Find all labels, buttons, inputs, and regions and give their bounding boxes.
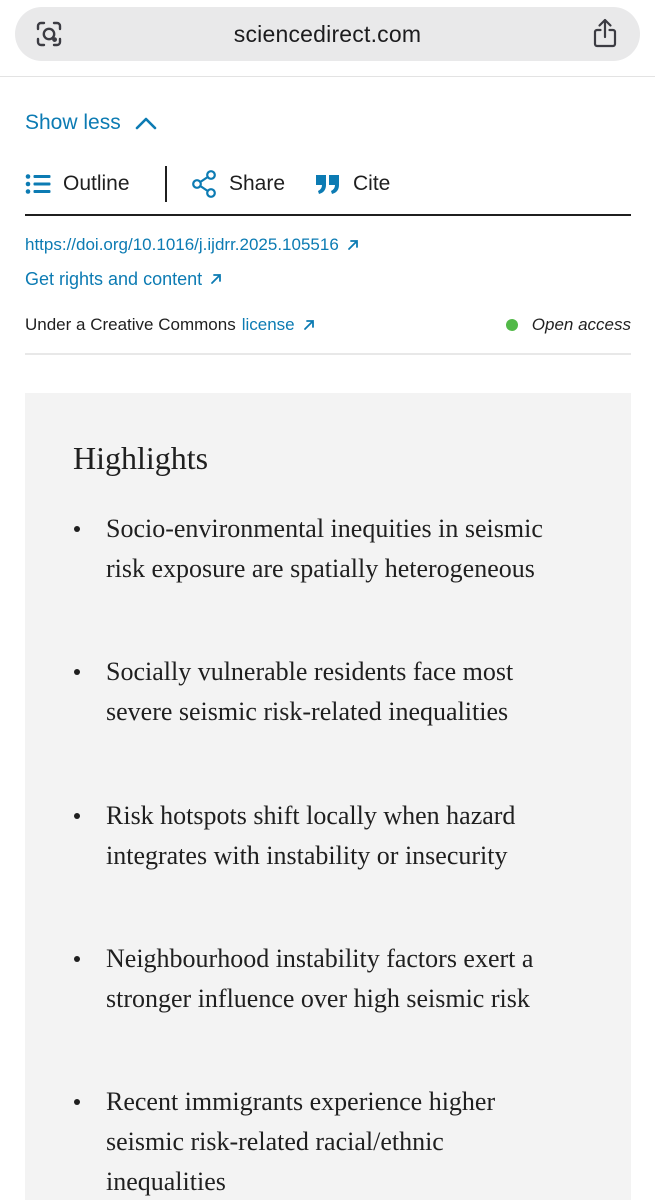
doi-link-text: https://doi.org/10.1016/j.ijdrr.2025.105516 [25, 235, 339, 254]
license-statement [25, 312, 315, 338]
license-row [25, 312, 631, 338]
highlight-item [73, 796, 543, 876]
list-icon [25, 173, 51, 195]
share-icon [191, 170, 217, 198]
open-access-dot-icon [506, 319, 518, 331]
outline-label: Outline [63, 172, 130, 195]
address-bar[interactable] [15, 7, 640, 61]
browser-chrome [0, 0, 655, 77]
outline-button[interactable] [25, 166, 130, 202]
highlight-item [73, 509, 543, 589]
highlight-item [73, 1082, 543, 1202]
open-access-badge [506, 312, 631, 338]
show-less-label: Show less [25, 111, 121, 134]
rights-link-text: Get rights and content [25, 268, 203, 289]
cite-label: Cite [353, 172, 391, 195]
chevron-up-icon [135, 116, 157, 130]
license-link[interactable] [242, 315, 315, 335]
highlight-item [73, 652, 543, 732]
share-sheet-icon[interactable] [592, 18, 618, 48]
highlight-text: Risk hotspots shift locally when hazard integrates with instability or insecurity [106, 801, 516, 870]
highlight-text: Socio-environmental inequities in seismic risk exposure are spatially heterogeneous [106, 514, 543, 583]
show-less-toggle[interactable] [25, 107, 157, 139]
share-label: Share [229, 172, 286, 195]
open-access-label: Open access [531, 315, 631, 334]
rights-link[interactable] [25, 267, 222, 291]
toolbar-divider [165, 166, 167, 202]
external-link-icon [347, 239, 359, 251]
external-link-icon [303, 319, 315, 331]
url-text[interactable]: sciencedirect.com [233, 21, 422, 47]
highlight-text: Neighbourhood instability factors exert a stronger influence over high seismic risk [106, 944, 534, 1013]
license-prefix: Under a Creative Commons [25, 315, 236, 334]
article-toolbar [25, 160, 631, 216]
section-divider [25, 353, 631, 355]
cite-button[interactable] [315, 166, 390, 202]
highlights-title: Highlights [73, 440, 209, 476]
highlight-item [73, 939, 543, 1019]
highlight-text: Recent immigrants experience higher seismic risk-related racial/ethnic inequalities [106, 1087, 496, 1196]
highlight-text: Socially vulnerable residents face most severe seismic risk-related inequalities [106, 657, 514, 726]
quote-icon [315, 173, 341, 195]
share-button[interactable] [191, 166, 285, 202]
license-link-text: license [241, 315, 295, 334]
doi-link[interactable] [25, 233, 359, 257]
external-link-icon [210, 273, 222, 285]
